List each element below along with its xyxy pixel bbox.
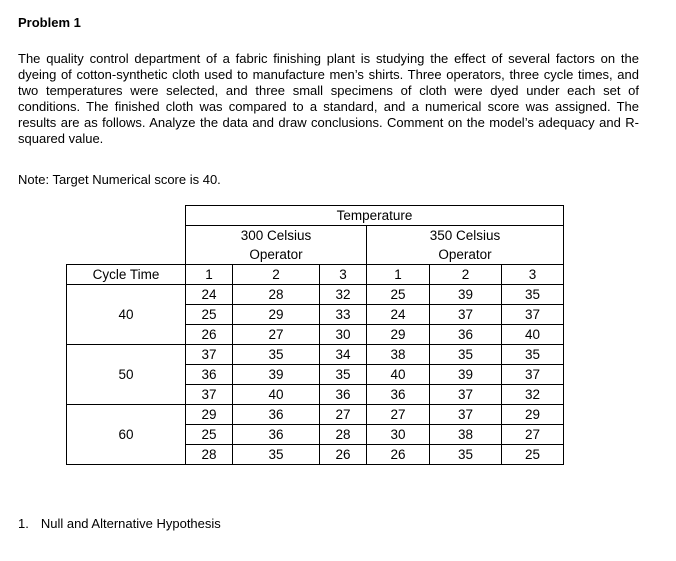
score-cell: 36 [320, 384, 367, 404]
temp-350-header: 350 Celsius [367, 226, 564, 245]
blank-corner [67, 245, 186, 265]
question-text: Null and Alternative Hypothesis [40, 516, 221, 531]
blank-corner [67, 226, 186, 245]
score-cell: 35 [430, 344, 502, 364]
score-cell: 29 [367, 324, 430, 344]
score-cell: 37 [502, 364, 564, 384]
score-cell: 36 [430, 324, 502, 344]
score-cell: 35 [430, 444, 502, 464]
score-cell: 39 [430, 284, 502, 304]
score-cell: 27 [502, 424, 564, 444]
operator-number: 2 [430, 264, 502, 284]
score-cell: 36 [233, 424, 320, 444]
score-cell: 27 [320, 404, 367, 424]
score-cell: 32 [502, 384, 564, 404]
score-cell: 36 [367, 384, 430, 404]
score-cell: 38 [430, 424, 502, 444]
score-cell: 24 [367, 304, 430, 324]
score-cell: 24 [186, 284, 233, 304]
score-cell: 25 [502, 444, 564, 464]
score-cell: 30 [367, 424, 430, 444]
score-cell: 28 [320, 424, 367, 444]
problem-description: The quality control department of a fabric finishing plant is studying the effect of several factors on the dyeing of cotton-synthetic cloth used to manufacture men’s shirts. Three operators, three cycle times, and two temperatures were selected, and three small specimens of cloth were dyed under each set of conditions. The finished cloth was compared to a standard, and a numerical score was assigned. The results are as follows. Analyze the data and draw conclusions. Comment on the model’s adequacy and R-squared value. [18, 51, 639, 146]
score-cell: 27 [367, 404, 430, 424]
score-cell: 35 [320, 364, 367, 384]
problem-heading: Problem 1 [18, 15, 81, 30]
score-cell: 29 [502, 404, 564, 424]
temp-300-header: 300 Celsius [186, 226, 367, 245]
cycle-time-value: 40 [67, 284, 186, 344]
score-cell: 26 [367, 444, 430, 464]
score-cell: 37 [502, 304, 564, 324]
score-cell: 37 [186, 344, 233, 364]
score-cell: 37 [430, 404, 502, 424]
score-cell: 26 [186, 324, 233, 344]
score-cell: 32 [320, 284, 367, 304]
score-cell: 39 [430, 364, 502, 384]
score-cell: 33 [320, 304, 367, 324]
score-cell: 40 [233, 384, 320, 404]
dyeing-data-table [66, 205, 564, 465]
score-cell: 40 [367, 364, 430, 384]
score-cell: 26 [320, 444, 367, 464]
operator-number: 2 [233, 264, 320, 284]
score-cell: 25 [186, 304, 233, 324]
operator-number: 1 [186, 264, 233, 284]
score-cell: 37 [186, 384, 233, 404]
operator-header: Operator [367, 245, 564, 265]
question-item [18, 516, 221, 531]
score-cell: 39 [233, 364, 320, 384]
target-note: Note: Target Numerical score is 40. [18, 172, 221, 187]
operator-number: 3 [502, 264, 564, 284]
score-cell: 40 [502, 324, 564, 344]
score-cell: 28 [186, 444, 233, 464]
score-cell: 28 [233, 284, 320, 304]
operator-number: 1 [367, 264, 430, 284]
operator-number: 3 [320, 264, 367, 284]
cycle-time-value: 60 [67, 404, 186, 464]
score-cell: 25 [186, 424, 233, 444]
score-cell: 36 [233, 404, 320, 424]
score-cell: 35 [502, 284, 564, 304]
score-cell: 30 [320, 324, 367, 344]
question-number: 1. [18, 516, 29, 531]
cycle-time-header: Cycle Time [67, 264, 186, 284]
temperature-header: Temperature [186, 206, 564, 226]
blank-corner [67, 206, 186, 226]
score-cell: 38 [367, 344, 430, 364]
score-cell: 35 [233, 444, 320, 464]
score-cell: 34 [320, 344, 367, 364]
cycle-time-value: 50 [67, 344, 186, 404]
score-cell: 35 [233, 344, 320, 364]
score-cell: 37 [430, 304, 502, 324]
score-cell: 27 [233, 324, 320, 344]
operator-header: Operator [186, 245, 367, 265]
score-cell: 25 [367, 284, 430, 304]
score-cell: 37 [430, 384, 502, 404]
score-cell: 29 [186, 404, 233, 424]
score-cell: 35 [502, 344, 564, 364]
score-cell: 29 [233, 304, 320, 324]
score-cell: 36 [186, 364, 233, 384]
